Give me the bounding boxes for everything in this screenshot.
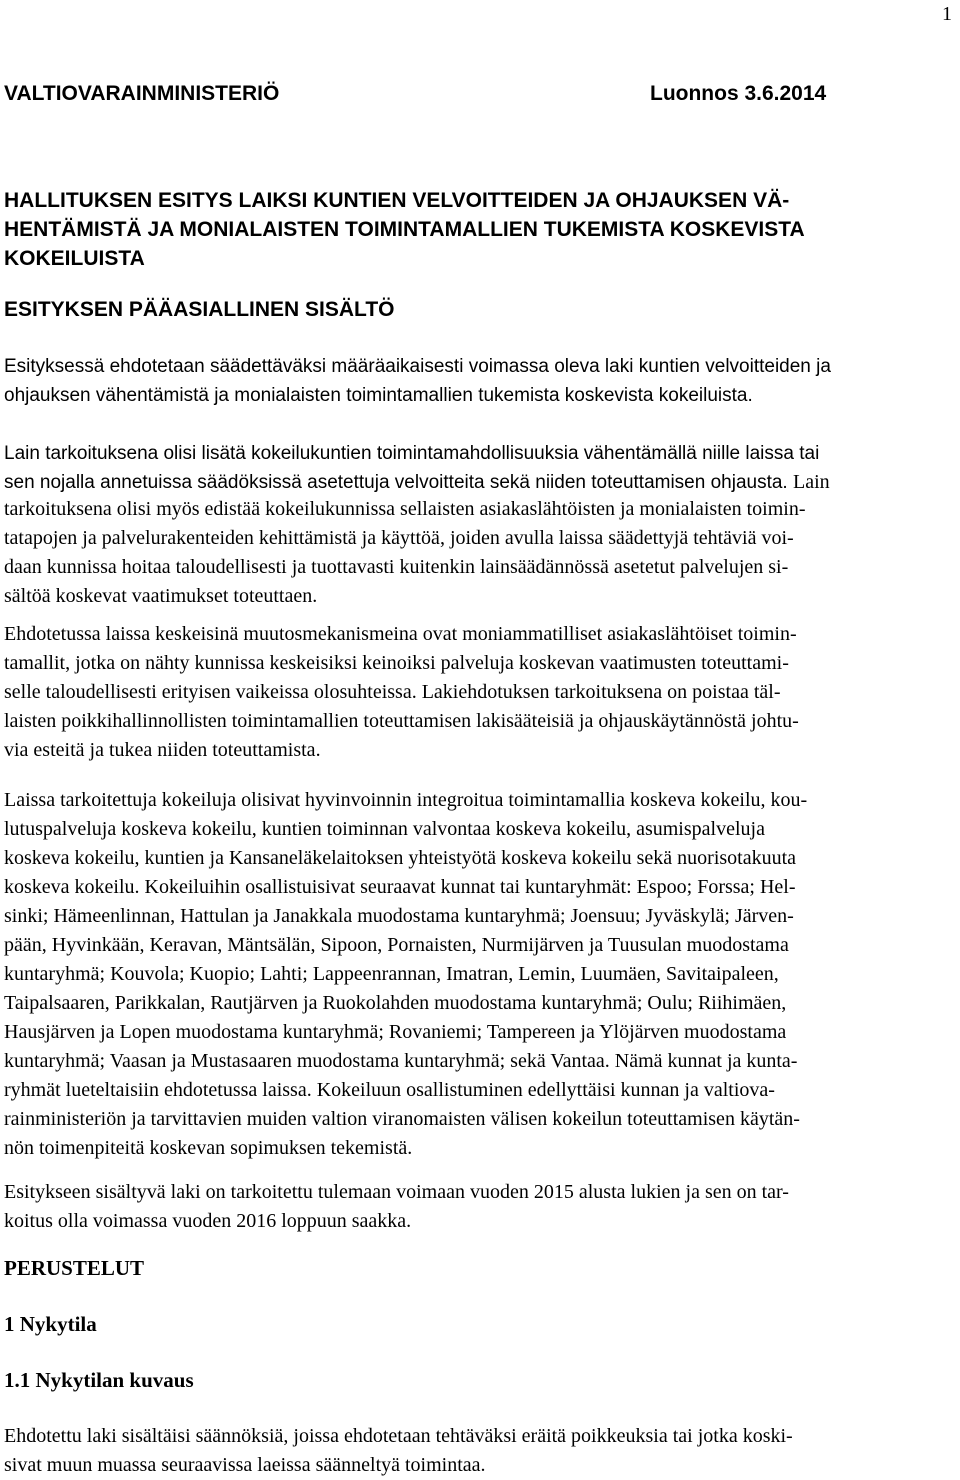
text-line: sinki; Hämeenlinnan, Hattulan ja Janakkala muodostama kuntaryhmä; Joensuu; Jyväskylä; Järven- (4, 905, 794, 927)
document-title (4, 186, 954, 273)
title-line: KOKEILUISTA (4, 247, 145, 270)
summary-purpose (4, 439, 950, 497)
paragraph-entry-into-force (4, 1178, 950, 1236)
text-line: Esityksessä ehdotetaan säädettäväksi määräaikaisesti voimassa oleva laki kuntien velvoitteiden ja (4, 356, 831, 377)
text-line: sivat muun muassa seuraavissa laeissa säänneltyä toimintaa. (4, 1454, 486, 1476)
text-line: tatapojen ja palvelurakenteiden kehittämistä ja käyttöä, joiden avulla laissa säädettyjä tehtäviä voi- (4, 527, 794, 549)
heading-nykytilan-kuvaus: 1.1 Nykytilan kuvaus (4, 1368, 194, 1392)
text-line: koskeva kokeilu. Kokeiluihin osallistuisivat seuraavat kunnat tai kuntaryhmät: Espoo; Forssa; Hel- (4, 876, 796, 898)
text-line: Taipalsaaren, Parikkalan, Rautjärven ja Ruokolahden muodostama kuntaryhmä; Oulu; Riihimäen, (4, 992, 787, 1014)
ministry-name: VALTIOVARAINMINISTERIÖ (4, 82, 280, 105)
text-line: Ehdotetussa laissa keskeisinä muutosmekanismeina ovat moniammatilliset asiakaslähtöiset toimin- (4, 623, 797, 645)
text-fragment: sen nojalla annetuissa säädöksissä asetettuja velvoitteita sekä niiden toteuttamisen ohjausta. (4, 472, 788, 493)
text-line: sältöä koskevat vaatimukset toteuttaen. (4, 585, 318, 607)
title-line: HENTÄMISTÄ JA MONIALAISTEN TOIMINTAMALLIEN TUKEMISTA KOSKEVISTA (4, 218, 805, 241)
heading-nykytila: 1 Nykytila (4, 1312, 97, 1336)
heading-perustelut: PERUSTELUT (4, 1256, 145, 1280)
text-line: tarkoituksena olisi myös edistää kokeilukunnissa sellaisten asiakaslähtöisten ja monialaisten toimin- (4, 498, 806, 520)
text-line: laisten poikkihallinnollisten toimintamallien toteuttamisen lakisääteisiä ja ohjauskäytännöstä johtu- (4, 710, 799, 732)
text-line: Laissa tarkoitettuja kokeiluja olisivat hyvinvoinnin integroitua toimintamallia koskeva kokeilu, kou- (4, 789, 808, 811)
summary-lead (4, 352, 950, 410)
text-line: rainministeriön ja tarvittavien muiden valtion viranomaisten välisen kokeilun toteuttamisen käytän- (4, 1108, 800, 1130)
text-line: ryhmät lueteltaisiin ehdotetussa laissa. Kokeiluun osallistuminen edellyttäisi kunnan ja valtiova- (4, 1079, 775, 1101)
text-line: nön toimenpiteitä koskevan sopimuksen tekemistä. (4, 1137, 413, 1159)
text-line: Esitykseen sisältyvä laki on tarkoitettu tulemaan voimaan vuoden 2015 alusta lukien ja sen on tar- (4, 1181, 789, 1203)
title-line: HALLITUKSEN ESITYS LAIKSI KUNTIEN VELVOITTEIDEN JA OHJAUKSEN VÄ- (4, 189, 790, 212)
text-line: daan kunnissa hoitaa taloudellisesti ja tuottavasti kuitenkin lainsäädännössä asetetut palvelujen si- (4, 556, 789, 578)
paragraph-current-state (4, 1422, 950, 1480)
text-line: ohjauksen vähentämistä ja monialaisten toimintamallien tukemista koskevista kokeiluista. (4, 385, 753, 406)
paragraph-purpose-continued (4, 495, 950, 611)
draft-date: Luonnos 3.6.2014 (650, 82, 827, 105)
text-line: selle taloudellisesti erityisen vaikeissa olosuhteissa. Lakiehdotuksen tarkoituksena on poistaa täl- (4, 681, 781, 703)
page-number: 1 (942, 3, 952, 25)
summary-heading: ESITYKSEN PÄÄASIALLINEN SISÄLTÖ (4, 298, 395, 321)
text-line (4, 468, 950, 497)
text-line: pään, Hyvinkään, Keravan, Mäntsälän, Sipoon, Pornaisten, Nurmijärven ja Tuusulan muodostama (4, 934, 789, 956)
text-line: via esteitä ja tukea niiden toteuttamista. (4, 739, 321, 761)
text-fragment: Lain (793, 471, 830, 493)
paragraph-mechanisms (4, 620, 950, 765)
text-line: lutuspalveluja koskeva kokeilu, kuntien toiminnan valvontaa koskeva kokeilu, asumispalveluja (4, 818, 765, 840)
text-line: Hausjärven ja Lopen muodostama kuntaryhmä; Rovaniemi; Tampereen ja Ylöjärven muodostama (4, 1021, 787, 1043)
paragraph-experiments (4, 786, 950, 1163)
text-line: Ehdotettu laki sisältäisi säännöksiä, joissa ehdotetaan tehtäväksi eräitä poikkeuksia tai jotka koski- (4, 1425, 793, 1447)
text-line: koitus olla voimassa vuoden 2016 loppuun saakka. (4, 1210, 412, 1232)
text-line: koskeva kokeilu, kuntien ja Kansaneläkelaitoksen yhteistyötä koskeva kokeilu sekä nuorisotakuuta (4, 847, 797, 869)
text-line: kuntaryhmä; Kouvola; Kuopio; Lahti; Lappeenrannan, Imatran, Lemin, Luumäen, Savitaipaleen, (4, 963, 779, 985)
text-line: Lain tarkoituksena olisi lisätä kokeilukuntien toimintamahdollisuuksia vähentämällä niille laissa tai (4, 443, 820, 464)
text-line: tamallit, jotka on nähty kunnissa keskeisiksi keinoiksi palveluja koskevan vaatimusten toteuttami- (4, 652, 789, 674)
text-line: kuntaryhmä; Vaasan ja Mustasaaren muodostama kuntaryhmä; sekä Vantaa. Nämä kunnat ja kunta- (4, 1050, 798, 1072)
